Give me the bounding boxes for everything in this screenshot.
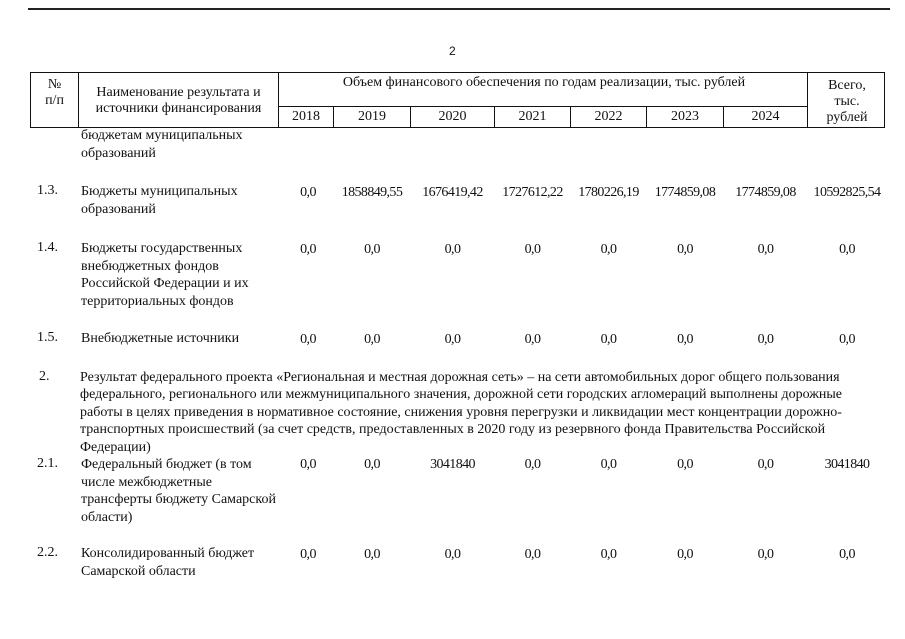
header-volume-label: Объем финансового обеспечения по годам реализации, тыс. рублей [342,75,746,90]
row-index: 1.5. [37,330,58,345]
header-year: 2022 [570,106,647,128]
header-cell-name [78,72,279,128]
row-index: 1.4. [37,240,58,255]
value-2023: 0,0 [677,547,693,562]
value-2018: 0,0 [300,242,316,257]
row-name: Бюджеты муниципальных образований [81,184,238,217]
value-2021: 1727612,22 [502,185,563,200]
value-2019: 0,0 [364,332,380,347]
value-2021: 0,0 [524,457,541,472]
value-2024: 0,0 [757,547,774,562]
header-cell-total [807,72,885,128]
row-name: Федеральный бюджет (в том числе межбюджетные трансферты бюджету Самарской области) [81,457,276,525]
value-2021: 0,0 [524,547,541,562]
value-2022: 1780226,19 [578,185,639,200]
value-2018: 0,0 [300,185,316,200]
value-2023: 1774859,08 [654,185,716,200]
value-2022: 0,0 [600,457,617,472]
value-2019: 1858849,55 [341,185,403,200]
section-index: 2. [39,369,50,384]
row-index: 2.2. [37,545,58,560]
header-cell-number [30,72,79,128]
value-2019: 0,0 [364,457,380,472]
header-number-label: № п/п [45,77,64,108]
row-index: 1.3. [37,183,58,198]
value-2022: 0,0 [600,547,617,562]
header-year: 2020 [410,106,495,128]
value-2023: 0,0 [677,242,693,257]
value-2024: 0,0 [757,242,774,257]
header-year: 2024 [723,106,808,128]
row-name: Внебюджетные источники [81,331,240,346]
value-2023: 0,0 [677,457,693,472]
value-total: 0,0 [839,547,855,562]
value-2023: 0,0 [677,332,693,347]
value-2019: 0,0 [364,547,380,562]
header-year: 2018 [278,106,334,128]
value-2022: 0,0 [600,242,617,257]
value-2020: 0,0 [444,547,461,562]
value-2019: 0,0 [364,242,380,257]
value-2021: 0,0 [524,332,541,347]
value-total: 3041840 [824,457,870,472]
value-2024: 0,0 [757,332,774,347]
header-total-label: Всего, тыс. рублей [826,78,868,125]
header-year: 2019 [333,106,411,128]
value-2018: 0,0 [300,547,316,562]
row-name: Консолидированный бюджет Самарской области [81,546,255,579]
value-2018: 0,0 [300,457,316,472]
value-total: 0,0 [839,242,855,257]
value-2018: 0,0 [300,332,316,347]
header-year: 2023 [646,106,724,128]
value-total: 10592825,54 [813,185,881,200]
continuation-text: бюджетам муниципальных образований [81,128,243,161]
value-total: 0,0 [839,332,855,347]
header-name-label: Наименование результата и источники финансирования [95,85,262,116]
value-2021: 0,0 [524,242,541,257]
value-2020: 0,0 [444,242,461,257]
value-2024: 0,0 [757,457,774,472]
header-year: 2021 [494,106,571,128]
value-2020: 3041840 [430,457,475,472]
page-top-rule [28,8,890,10]
value-2022: 0,0 [600,332,617,347]
row-index: 2.1. [37,456,58,471]
value-2020: 1676419,42 [422,185,483,200]
section-description: Результат федерального проекта «Региональная и местная дорожная сеть» – на сети автомобильных дорог общего пользования федерального, регионального или межмуниципального значения, дорожной сети городских агломераций выполнены дорожные работы в целях приведения в нормативное состояние, снижения уровня перегрузки и ликвидации мест концентрации дорожно-транспортных происшествий (за счет средств, предоставленных в 2020 году из резервного фонда Правительства Российской Федерации) [80,370,843,455]
value-2020: 0,0 [444,332,461,347]
row-name: Бюджеты государственных внебюджетных фондов Российской Федерации и их территориальных фондов [81,241,249,309]
page-number: 2 [449,44,456,58]
header-cell-volume [278,72,808,107]
value-2024: 1774859,08 [735,185,796,200]
